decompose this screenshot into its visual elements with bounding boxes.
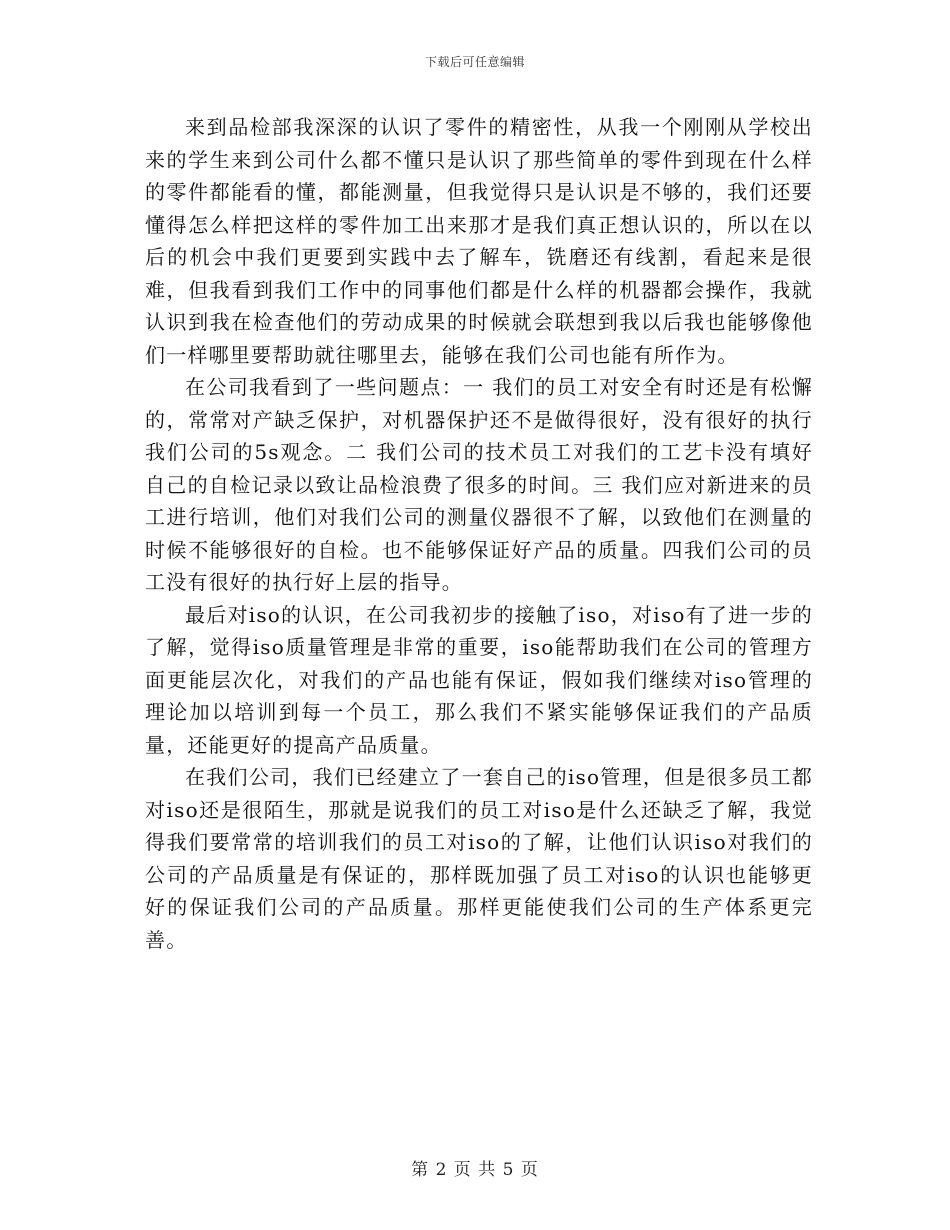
paragraph-iso-understanding: 最后对iso的认识，在公司我初步的接触了iso，对iso有了进一步的了解，觉得iso质量管理是非常的重要，iso能帮助我们在公司的管理方面更能层次化，对我们的产品也能有保证，假如我们继续对iso管理的理论加以培训到每一个员工，那么我们不紧实能够保证我们的产品质量，还能更好的提高产品质量。 — [145, 602, 813, 757]
paragraph-quality-inspection: 来到品检部我深深的认识了零件的精密性，从我一个刚刚从学校出来的学生来到公司什么都不懂只是认识了那些简单的零件到现在什么样的零件都能看的懂，都能测量，但我觉得只是认识是不够的，我们还要懂得怎么样把这样的零件加工出来那才是我们真正想认识的，所以在以后的机会中我们更要到实践中去了解车，铣磨还有线割，看起来是很难，但我看到我们工作中的同事他们都是什么样的机器都会操作，我就认识到我在检查他们的劳动成果的时候就会联想到我以后我也能够像他们一样哪里要帮助就往哪里去，能够在我们公司也能有所作为。 — [145, 115, 813, 367]
paragraph-iso-management: 在我们公司，我们已经建立了一套自己的iso管理，但是很多员工都对iso还是很陌生，那就是说我们的员工对iso是什么还缺乏了解，我觉得我们要常常的培训我们的员工对iso的了解，让他们认识iso对我们的公司的产品质量是有保证的，那样既加强了员工对iso的认识也能够更好的保证我们公司的产品质量。那样更能使我们公司的生产体系更完善。 — [145, 765, 813, 952]
paragraph-problem-points: 在公司我看到了一些问题点：一 我们的员工对安全有时还是有松懈的，常常对产缺乏保护，对机器保护还不是做得很好，没有很好的执行我们公司的5s观念。二 我们公司的技术员工对我们的工艺卡没有填好自己的自检记录以致让品检浪费了很多的时间。三 我们应对新进来的员工进行培训，他们对我们公司的测量仪器很不了解，以致他们在测量的时候不能够很好的自检。也不能够保证好产品的质量。四我们公司的员工没有很好的执行好上层的指导。 — [145, 375, 813, 594]
document-body — [145, 111, 813, 956]
page-number-footer: 第 2 页 共 5 页 — [411, 1160, 539, 1180]
page-header: 下载后可任意编辑 — [424, 55, 525, 69]
